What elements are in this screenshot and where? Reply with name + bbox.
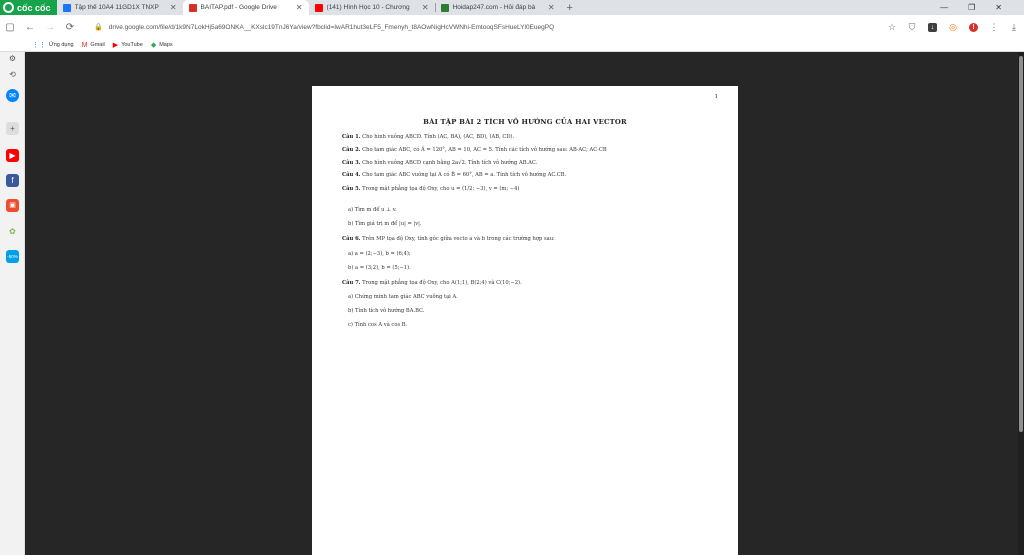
coccoc-logo-icon [3, 2, 14, 13]
maximize-button[interactable]: ❐ [968, 3, 976, 12]
address-bar[interactable] [86, 20, 876, 35]
tab-title: (141) Hình Học 10 - Chương [326, 4, 410, 11]
alert-icon[interactable]: ! [969, 23, 978, 32]
tab-title: Tập thể 10A4 11GD1X TNXP [74, 4, 159, 11]
tab-youtube[interactable] [309, 0, 435, 15]
scrollbar-thumb[interactable] [1019, 56, 1023, 432]
gmail-icon: M [81, 41, 88, 49]
game-icon[interactable]: ✿ [9, 227, 16, 236]
pdf-viewer [25, 52, 1018, 555]
close-icon[interactable]: ✕ [547, 3, 555, 12]
bookmark-maps[interactable] [151, 41, 173, 49]
bookmark-label: Ứng dụng [49, 42, 74, 48]
youtube-icon[interactable]: ▶ [6, 149, 19, 162]
url-text[interactable]: drive.google.com/file/d/1k9N7LokHj5a69ONKA__KXslc19TnJ6Ya/view?fbclid=IwAR1hut3eLF5_Fmenyh_t8AOwNigHcVWNhi-EmtooqSFsHueLYl0EuegPQ [108, 23, 555, 31]
youtube-icon [315, 4, 323, 12]
tab-google-drive[interactable] [183, 0, 309, 15]
bookmark-star-icon[interactable]: ☆ [887, 21, 897, 32]
lock-icon: 🔒 [94, 24, 103, 31]
close-window-button[interactable]: ✕ [995, 3, 1002, 12]
menu-icon[interactable]: ⋮ [989, 21, 999, 32]
question-7b: b) Tính tích vô hướng BA.BC. [348, 308, 425, 314]
hoidap-icon [441, 4, 449, 12]
question-1: Câu 1. Cho hình vuông ABCD. Tính (AC, BA), (AC, BD), (AB, CD). [342, 134, 515, 140]
question-3: Câu 3. Cho hình vuông ABCD cạnh bằng 2a√2. Tính tích vô hướng AB.AC. [342, 160, 538, 166]
tab-title: Hoidap247.com - Hỏi đáp bà [452, 4, 536, 11]
tab-hoidap247[interactable] [435, 0, 561, 15]
brand-label: cốc cốc [17, 2, 51, 13]
history-icon[interactable]: ⟲ [9, 70, 16, 79]
pdf-icon [189, 4, 197, 12]
question-4: Câu 4. Cho tam giác ABC vuông tại A có B̂ = 60°, AB = a. Tính tích vô hướng AC.CB. [342, 172, 567, 178]
minimize-button[interactable]: — [940, 3, 949, 12]
question-7c: c) Tính cos A và cos B. [348, 322, 408, 328]
sale-icon[interactable]: -50% [6, 250, 19, 263]
download-icon[interactable]: ↓ [928, 23, 937, 32]
question-5: Câu 5. Trong mặt phẳng tọa độ Oxy, cho u = (1/2; −3), v = (m; −4) [342, 186, 520, 192]
sidebar-toggle-icon[interactable]: ▢ [5, 21, 15, 33]
tab-facebook[interactable] [57, 0, 183, 15]
extension-icon[interactable]: ◎ [949, 21, 957, 32]
add-icon[interactable]: + [6, 122, 19, 135]
question-7a: a) Chứng minh tam giác ABC vuông tại A. [348, 294, 458, 300]
bookmark-label: Maps [159, 42, 173, 48]
close-icon[interactable]: ✕ [295, 3, 303, 12]
coccoc-menu-button[interactable] [0, 0, 57, 15]
shield-icon[interactable]: ⛉ [908, 21, 916, 32]
browser-toolbar [0, 15, 1024, 39]
youtube-icon: ▶ [112, 42, 119, 49]
bookmark-label: YouTube [121, 42, 143, 48]
facebook-icon [63, 4, 71, 12]
question-6: Câu 6. Trên MP tọa độ Oxy, tính góc giữa vecto a và b trong các trường hợp sau: [342, 236, 555, 242]
bookmark-apps[interactable] [32, 41, 74, 49]
close-icon[interactable]: ✕ [421, 3, 429, 12]
question-6b: b) a = (3;2), b = (5;−1). [348, 265, 411, 271]
reload-button[interactable]: ⟳ [65, 21, 75, 33]
bookmark-label: Gmail [90, 42, 105, 48]
page-number: 1 [714, 94, 718, 100]
back-button[interactable]: ← [25, 21, 35, 33]
forward-button[interactable]: → [45, 21, 55, 33]
question-2: Câu 2. Cho tam giác ABC, có Â = 120°, AB = 10, AC = 5. Tính các tích vô hướng sau: AB·AC; AC·CB [342, 147, 607, 153]
pdf-page [312, 86, 738, 555]
window-controls [940, 3, 1024, 12]
new-tab-button[interactable]: + [566, 1, 573, 14]
bookmarks-bar [0, 39, 1024, 52]
document-title: BÀI TẬP BÀI 2 TÍCH VÔ HƯỚNG CỦA HAI VECTOR [423, 118, 627, 126]
maps-icon: ◆ [150, 42, 157, 49]
question-5b: b) Tìm giá trị m để |u| = |v|. [348, 221, 422, 227]
question-5a: a) Tìm m để u ⊥ v. [348, 207, 397, 213]
bookmark-gmail[interactable] [82, 42, 105, 49]
settings-icon[interactable]: ⚙ [8, 54, 17, 63]
close-icon[interactable]: ✕ [169, 3, 177, 12]
messenger-icon[interactable]: ✉ [6, 89, 19, 102]
shopping-icon[interactable]: ▣ [6, 199, 19, 212]
apps-icon: ⋮⋮ [32, 42, 46, 49]
tab-title: BAITAP.pdf - Google Drive [200, 4, 277, 11]
question-6a: a) a = (2;−3), b = (6;4); [348, 251, 411, 257]
download-arrow-icon[interactable]: ⤓ [1012, 21, 1016, 32]
coccoc-sidebar [0, 52, 25, 555]
tab-strip [0, 0, 1024, 15]
question-7: Câu 7. Trong mặt phẳng tọa độ Oxy, cho A(1;1), B(2;4) và C(10;−2). [342, 280, 522, 286]
bookmark-youtube[interactable] [113, 41, 143, 49]
facebook-icon[interactable]: f [6, 174, 19, 187]
